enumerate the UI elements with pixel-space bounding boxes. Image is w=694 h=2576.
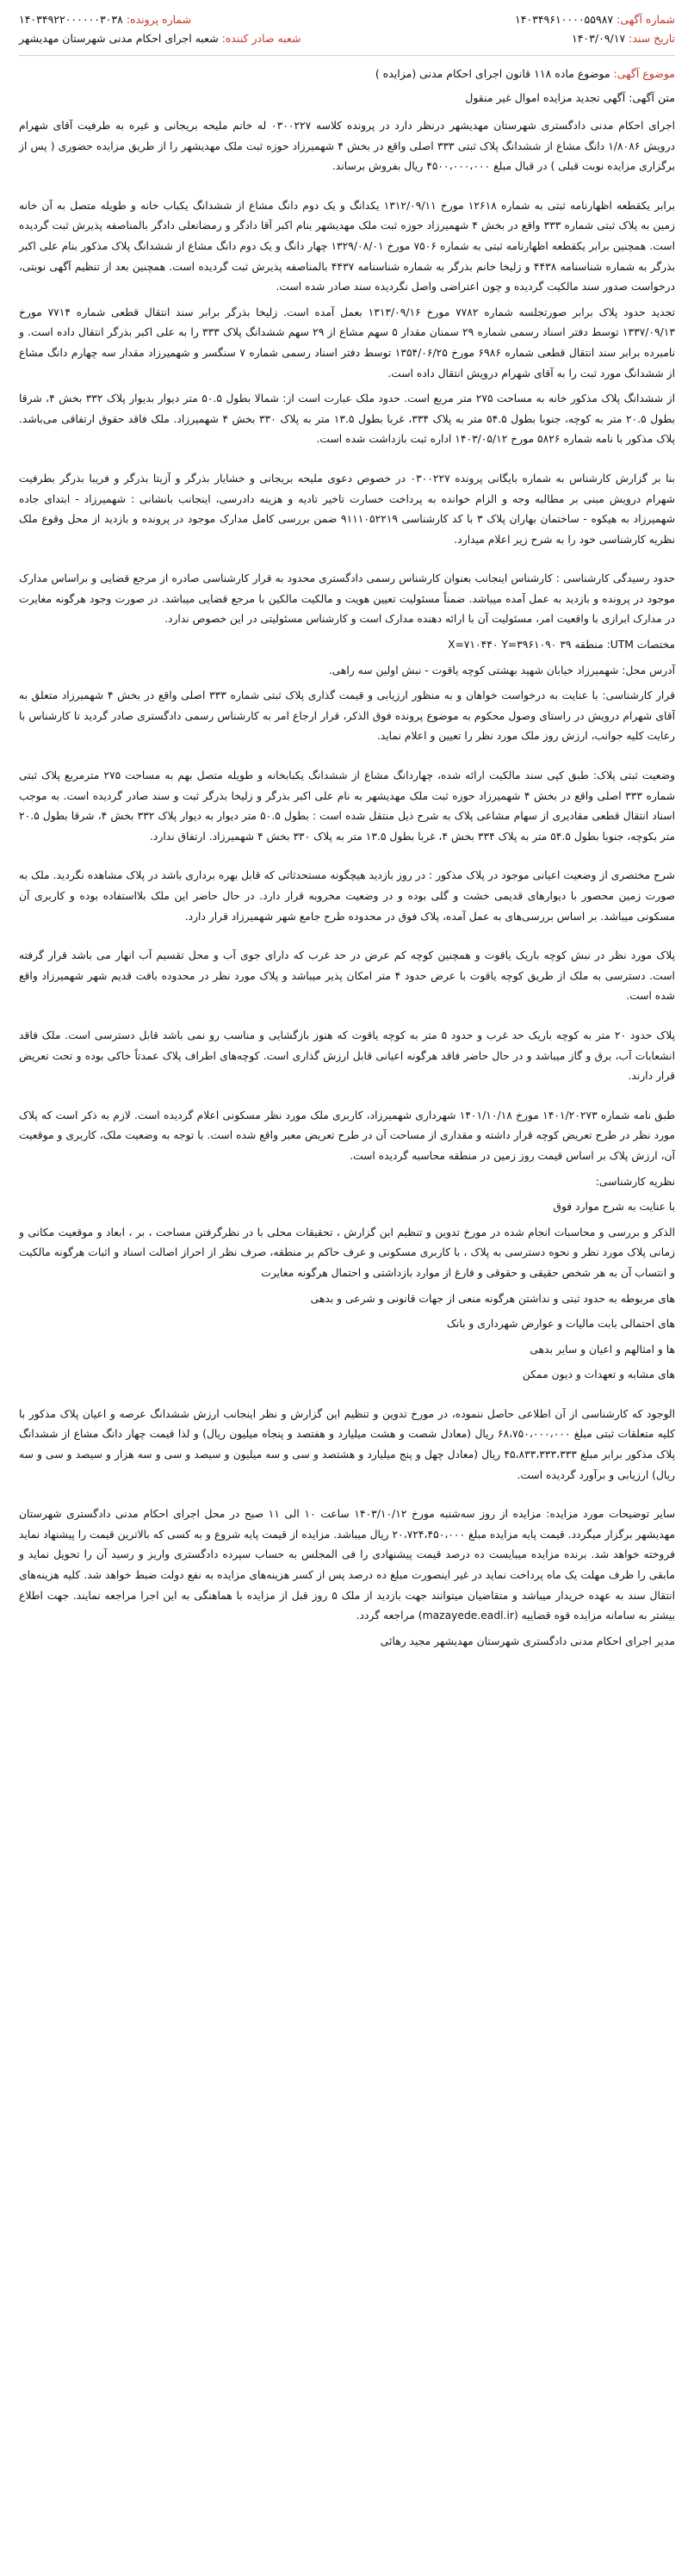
opinion-item: های احتمالی بابت مالیات و عوارض شهرداری و بانک — [446, 1318, 675, 1331]
paragraph-current-state: شرح مختصری از وضعیت اعیانی موجود در پلاک مذکور : در روز بازدید هیچگونه مستحدثاتی که قابل بهره برداری باشد در پلاک مشاهده نگردید. ملک به صورت زمین محصور با دیوارهای قدیمی خشت و گلی بوده و در وضعیت مخروبه قرار دارد. در حال حاضر این ملک بلااستفاده بوده و کاربری آن مسکونی میباشد. بر اساس بررسی‌های به عمل آمده، پلاک فوق در محدوده طرح جامع شهر شهمیرزاد قرار دارد. — [19, 869, 675, 923]
header-row-1 — [19, 10, 675, 29]
paragraph-auction-terms: سایر توضیحات مورد مزایده: مزایده از روز سه‌شنبه مورخ ۱۴۰۳/۱۰/۱۲ ساعت ۱۰ الی ۱۱ صبح در محل اجرای احکام مدنی دادگستری شهرستان مهدیشهر برگزار میگردد. قیمت پایه مزایده مبلغ ۲۰،۷۲۴،۴۵۰،۰۰۰ ریال میباشد. مزایده از قیمت پایه شروع و به کسی که بالاترین قیمت را پیشنهاد نماید فروخته خواهد شد. برنده مزایده میبایست ده درصد قیمت پیشنهادی را فی المجلس به حساب سپرده دادگستری واریز و رسید آن را تحویل نماید و مابقی را ظرف مهلت یک ماه پرداخت نماید در غیر اینصورت مبلغ ده درصد پس از کسر هزینه‌های مزایده به نفع دولت ضبط خواهد شد. کلیه هزینه‌های انتقال سند به عهده خریدار میباشد و متقاضیان میتوانند جهت بازدید از ملک ۵ روز قبل از مزایده با هماهنگی به این اجرا مراجعه نمایند. جهت اطلاع بیشتر به سامانه مزایده قوه قضاییه (mazayede.eadl.ir) مراجعه گردد. — [19, 1508, 676, 1622]
document-date-value: ۱۴۰۳/۰۹/۱۷ — [572, 32, 626, 45]
paragraph-expert-report: بنا بر گزارش کارشناس به شماره بایگانی پرونده ۰۳۰۰۲۲۷ در خصوص دعوی ملیحه بریجانی و خشایار بذرگر و آزیتا بذرگر و فریبا بذرگر بطرفیت شهرام درویش مبنی بر مطالبه وجه و الزام خوانده به پرداخت خسارت تاخیر تادیه و هزینه دادرسی، اینجانب بانشانی : شهمیرزاد - ابتدای جاده شهمیرزاد به هیکوه - ساختمان بهاران پلاک ۳ با کد کارشناسی ۹۱۱۱۰۵۲۲۱۹ ضمن بررسی کامل مدارک موجود در پرونده و بازدید از محل وقوع ملک نظریه کارشناسی خود را به شرح زیر اعلام میدارد. — [19, 472, 675, 546]
paragraph-valuation: الوجود که کارشناسی از آن اطلاعی حاصل ننموده، در مورخ تدوین و تنظیم این گزارش و نظر اینجانب ارزش ششدانگ عرصه و اعیان پلاک مذکور با کلیه متعلقات ثبتی مبلغ ۶۸،۷۵۰،۰۰۰،۰۰۰ ریال (معادل شصت و هشت میلیارد و هفتصد و پنجاه میلیون ریال) و لذا قیمت چهار دانگ مشاع از ششدانگ پلاک مذکور برابر مبلغ ۴۵،۸۳۳،۳۳۳،۳۳۳ ریال (معادل چهل و پنج میلیارد و هشتصد و سی و سه میلیون و سیصد و سی و سه هزار و سیصد و سی و سه ریال) ارزیابی و برآورد گردیده است. — [19, 1407, 675, 1481]
paragraph-transfers: تجدید حدود پلاک برابر صورتجلسه شماره ۷۷۸۲ مورخ ۱۳۱۳/۰۹/۱۶ بعمل آمده است. زلیخا بذرگر برابر سند انتقال قطعی شماره ۷۷۱۴ مورخ ۱۳۳۷/۰۹/۱۳ توسط دفتر اسناد رسمی شماره ۲۹ سمنان مقدار ۵ سهم مشاع از ۲۹ سهم ششدانگ پلاک ۳۳۳ را به علی اکبر بذرگر انتقال داده است. و نامبرده برابر سند انتقال قطعی شماره ۶۹۸۶ مورخ ۱۳۵۴/۰۶/۲۵ توسط دفتر اسناد رسمی شماره ۷ سنگسر و شهمیرزاد مقدار سه چهارم دانگ مشاع از ششدانگ مورد ثبت را به آقای شهرام درویش انتقال داده است. — [19, 306, 676, 380]
signature-line: مدیر اجرای احکام مدنی دادگستری شهرستان مهدیشهر مجید رهائی — [380, 1634, 675, 1647]
ad-title-text: آگهی تجدید مزایده اموال غیر منقول — [465, 91, 626, 104]
opinion-item: های مربوطه به حدود ثبتی و نداشتن هرگونه منعی از جهات قانونی و شرعی و بدهی — [310, 1292, 675, 1305]
notice-number — [515, 10, 675, 29]
header-divider — [19, 55, 675, 56]
opinion-title: نظریه کارشناسی: — [595, 1175, 675, 1188]
letter-number — [19, 10, 191, 29]
subject-line — [19, 65, 675, 83]
utm-value: X=۷۱۰۴۴۰ Y=۳۹۶۱۰۹۰ — [448, 639, 557, 652]
header-row-2 — [19, 29, 675, 48]
paragraph-order: قرار کارشناسی: با عنایت به درخواست خواهان و به منظور ارزیابی و قیمت گذاری پلاک ثبتی شماره ۳۳۳ اصلی واقع در بخش ۴ شهمیرزاد متعلق به آقای شهرام درویش در راستای وصول محکوم به موضوع پرونده فوق الذکر، قرار ارجاع امر به کارشناس رسمی دادگستری صادر گردید تا کارشناس با رعایت کلیه جوانب، ارزش روز ملک مورد نظر را تعیین و اعلام نماید. — [19, 689, 676, 743]
opinion-body: الذکر و بررسی و محاسبات انجام شده در مورخ تدوین و تنظیم این گزارش ، تحقیقات محلی با در نظرگرفتن مساحت ، بر ، ابعاد و موقعیت مکانی و زمانی پلاک مورد نظر و نحوه دسترسی به پلاک ، با کاربری مسکونی و عرف حاکم بر منطقه، صرف نظر از احراز اصالت اسناد و اثبات هرگونه مالکیت و انتساب آن به هر شخص حقیقی و حقوقی و فارغ از موارد بازداشتی و احتمال هرگونه مغایرت — [19, 1226, 675, 1279]
letter-number-label: شماره پرونده: — [126, 13, 192, 26]
notice-number-value: ۱۴۰۳۴۹۶۱۰۰۰۰۵۵۹۸۷ — [514, 13, 614, 26]
issuer — [19, 29, 301, 48]
ad-title-label: متن آگهی: — [629, 91, 675, 104]
opinion-item: های مشابه و تعهدات و دیون ممکن — [522, 1368, 675, 1381]
issuer-value: شعبه اجرای احکام مدنی شهرستان مهدیشهر — [19, 32, 219, 45]
paragraph-registration: برابر یکقطعه اظهارنامه ثبتی به شماره ۱۲۶۱۸ مورخ ۱۳۱۲/۰۹/۱۱ یکدانگ و یک دوم دانگ مشاع از ششدانگ یکباب خانه و طویله متصل به آن خانه زمین به پلاک ثبتی شماره ۳۳۳ واقع در بخش ۴ شهمیرزاد حوزه ثبت ملک مهدیشهر بنام اکبر آقا دادگر و رمضانعلی دادگر بالمناصفه پذیرش ثبت گردیده است. همچنین برابر یکقطعه اظهارنامه ثبتی به شماره ۷۵۰۶ مورخ ۱۳۲۹/۰۸/۰۱ چهار دانگ و یک دوم دانگ مشاع از ششدانگ پلاک مذکور بنام علی اکبر بذرگر به شماره شناسنامه ۴۴۳۸ و زلیخا خانم بذرگر به شماره شناسنامه ۴۴۳۷ بالمناصفه پذیرش ثبت گردیده است. همچنین بعد از تنظیم آگهی نوبتی، درخواست صدور سند مالکیت گردیده و چون اعتراضی واصل نگردیده سند صادر شده است. — [19, 199, 675, 293]
letter-number-value: ۱۴۰۳۴۹۲۲۰۰۰۰۰۰۳۰۳۸ — [19, 13, 123, 26]
opinion-item: ها و امثالهم و اعیان و سایر بدهی — [530, 1343, 675, 1356]
utm-zone: منطقه ۳۹ — [560, 639, 604, 652]
paragraph-municipality: طبق نامه شماره ۱۴۰۱/۲۰۲۷۳ مورخ ۱۴۰۱/۱۰/۱۸ شهرداری شهمیرزاد، کاربری ملک مورد نظر مسکونی اعلام گردیده است. لازم به ذکر است که پلاک مورد نظر در طرح تعریض کوچه قرار داشته و مقداری از مساحت آن در طرح تعریض معبر واقع شده است. با توجه به وضعیت ملک، کاربری و موقعیت آن، ارزش پلاک بر اساس قیمت روز زمین در منطقه محاسبه گردیده است. — [19, 1109, 676, 1162]
subject-text: موضوع ماده ۱۱۸ قانون اجرای احکام مدنی (مزایده ) — [375, 67, 610, 80]
paragraph-registry-status: وضعیت ثبتی پلاک: طبق کپی سند مالکیت ارائه شده، چهاردانگ مشاع از ششدانگ یکبابخانه و طویله متصل بهم به مساحت ۲۷۵ مترمربع پلاک ثبتی شماره ۳۳۳ اصلی واقع در بخش ۴ شهمیرزاد حوزه ثبت ملک مهدیشهر به نام علی اکبر بذرگر و زلیخا بذرگر ثبت و سند صادر گردیده است. به موجب اسناد انتقال قطعی مقادیری از سهام مشاعی پلاک به شرح ذیل منتقل شده است : بطول ۵۰.۵ متر دیوار به دیوار پلاک ۳۳۲ بخش ۴، شرقا بطول ۲۰.۵ متر بکوچه، جنوبا بطول ۵۴.۵ متر به پلاک ۳۳۴ بخش ۴، غربا بطول ۱۳.۵ متر به پلاک ۳۳۰ بخش ۴ شهمیرزاد. ارتفاق ندارد. — [19, 769, 675, 843]
paragraph-intro: اجرای احکام مدنی دادگستری شهرستان مهدیشهر درنظر دارد در پرونده کلاسه ۰۳۰۰۲۲۷ له خانم ملیحه بریجانی و غیره به طرفیت آقای شهرام درویش ۱/۸۰۸۶ دانگ مشاع از ششدانگ پلاک ثبتی ۳۳۳ اصلی واقع در بخش ۴ شهمیرزاد حوزه ثبت ملک مهدیشهر را از طریق مزایده حضوری ( پس از برگزاری مزایده نوبت قبلی ) در قبال مبلغ ۴۵۰۰،۰۰۰،۰۰۰ ریال بفروش برساند. — [19, 120, 676, 173]
paragraph-access: پلاک حدود ۲۰ متر به کوچه باریک حد غرب و حدود ۵ متر به کوچه یاقوت که هنوز بازگشایی و مناسب رو نمی باشد قابل دسترسی است. ملک فاقد انشعابات آب، برق و گاز میباشد و در حال حاضر فاقد هرگونه اعیانی قابل ارزش گذاری است. کوچه‌های اطراف پلاک عمدتاً خاکی بوده و تحت تعریض قرار دارند. — [19, 1029, 676, 1083]
paragraph-location: پلاک مورد نظر در نبش کوچه باریک یاقوت و همچنین کوچه کم عرض در حد غرب که دارای جوی آب و محل تقسیم آب انهار می باشد قرار گرفته است. دسترسی به ملک از طریق کوچه یاقوت با عرض حدود ۴ متر امکان پذیر میباشد و پلاک مورد نظر در محدوده بافت قدیم شهر شهمیرزاد واقع شده است. — [19, 949, 675, 1003]
issuer-label: شعبه صادر کننده: — [221, 32, 301, 45]
opinion-lead: با عنایت به شرح موارد فوق — [553, 1201, 675, 1214]
ad-title — [19, 89, 675, 108]
subject-label: موضوع آگهی: — [613, 67, 675, 80]
document-date-label: تاریخ سند: — [629, 32, 675, 45]
utm-coordinates — [19, 635, 675, 656]
paragraph-boundaries: از ششدانگ پلاک مذکور خانه به مساحت ۲۷۵ متر مربع است. حدود ملک عبارت است از: شمالا بطول ۵۰.۵ متر دیوار بدیوار پلاک ۳۳۲ بخش ۴، شرقا بطول ۲۰.۵ متر به کوچه، جنوبا بطول ۵۴.۵ متر به پلاک ۳۳۴، غربا بطول ۱۳.۵ متر به پلاک ۳۳۰ بخش ۴ شهمیرزاد. ملک فاقد حقوق ارتفاقی می‌باشد. پلاک مذکور با نامه شماره ۵۸۲۶ مورخ ۱۴۰۳/۰۵/۱۲ اداره ثبت بازداشت شده است. — [19, 392, 676, 446]
utm-label: مختصات UTM: — [606, 639, 675, 652]
paragraph-scope: حدود رسیدگی کارشناسی : کارشناس اینجانب بعنوان کارشناس رسمی دادگستری محدود به قرار کارشناسی صادره از مرجع قضایی و براساس مدارک موجود در پرونده و بازدید به عمل آمده میباشد. ضمناً مسئولیت تعیین هویت و مالکیت مالکین با مرجع قضایی میباشد. در صورت وجود هرگونه مغایرت در مدارک ابرازی با واقعیت امر، مسئولیت آن با ارائه دهنده مدارک است و کارشناس مسئولیتی در این خصوص ندارد. — [19, 572, 675, 626]
notice-number-label: شماره آگهی: — [617, 13, 675, 26]
address-line: آدرس محل: شهمیرزاد خیابان شهید بهشتی کوچه یاقوت - نبش اولین سه راهی. — [328, 664, 675, 676]
document-date — [572, 29, 675, 48]
